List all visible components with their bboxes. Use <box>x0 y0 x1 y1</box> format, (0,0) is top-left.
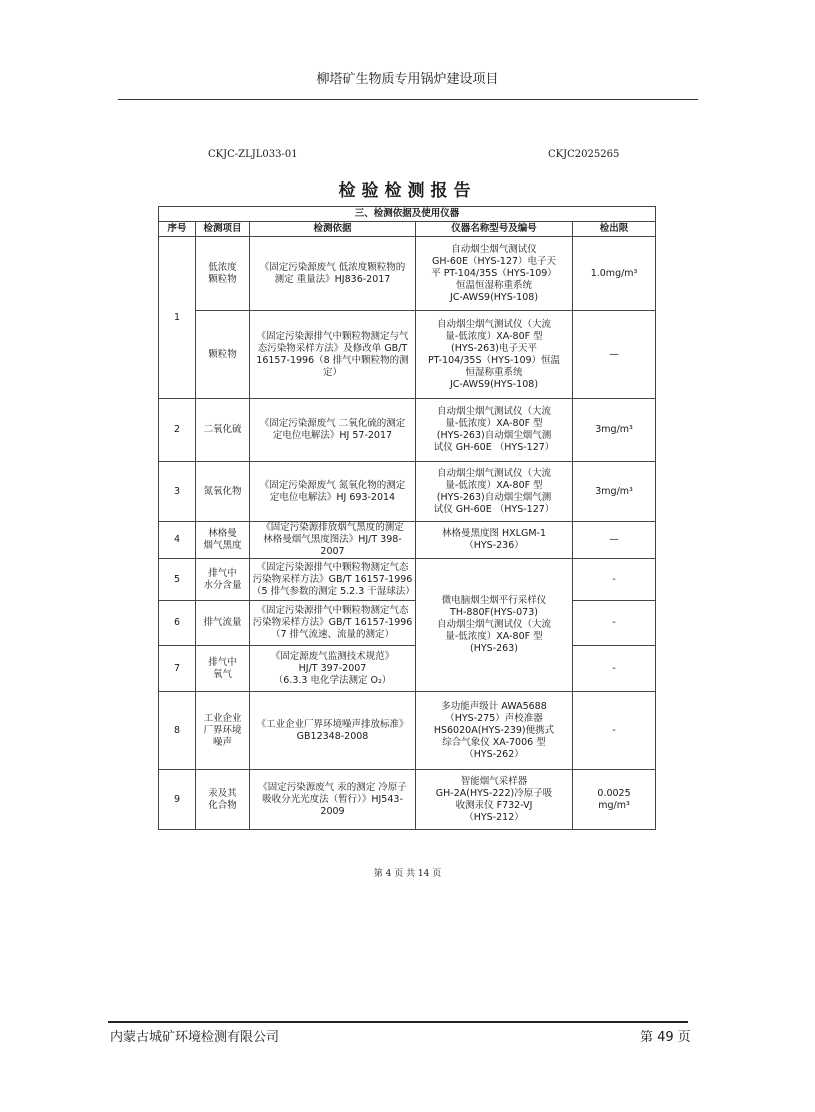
report-title: 检验检测报告 <box>338 181 477 201</box>
seq-cell: 5 <box>159 559 196 601</box>
basis-cell: 《固定污染源排放烟气黑度的测定 林格曼烟气黑度图法》HJ/T 398-2007 <box>250 522 416 559</box>
limit-cell: - <box>573 559 656 601</box>
col-header-basis: 检测依据 <box>250 222 416 237</box>
basis-cell: 《固定污染源排气中颗粒物测定与气 态污染物采样方法》及修改单 GB/T 16157-1996（8 排气中颗粒物的测定） <box>250 311 416 399</box>
limit-cell: - <box>573 601 656 646</box>
seq-cell: 6 <box>159 601 196 646</box>
limit-cell: 3mg/m³ <box>573 399 656 462</box>
limit-cell: — <box>573 522 656 559</box>
item-cell: 工业企业 厂界环境 噪声 <box>196 692 250 770</box>
limit-cell: 1.0mg/m³ <box>573 237 656 311</box>
col-header-limit: 检出限 <box>573 222 656 237</box>
page-number: 第 49 页 <box>640 1030 691 1045</box>
table-row <box>159 311 656 399</box>
header-divider <box>118 99 698 100</box>
basis-cell: 《工业企业厂界环境噪声排放标准》 GB12348-2008 <box>250 692 416 770</box>
project-title: 柳塔矿生物质专用锅炉建设项目 <box>316 72 499 87</box>
item-cell: 汞及其 化合物 <box>196 770 250 830</box>
col-header-instrument: 仪器名称型号及编号 <box>416 222 573 237</box>
basis-cell: 《固定污染源排气中颗粒物测定气态 污染物采样方法》GB/T 16157-1996 （5 排气参数的测定 5.2.3 干湿球法） <box>250 559 416 601</box>
instrument-cell: 自动烟尘烟气测试仪（大流 量-低浓度）XA-80F 型 (HYS-263)自动烟尘烟气测 试仪 GH-60E （HYS-127） <box>416 462 573 522</box>
item-cell: 排气中 水分含量 <box>196 559 250 601</box>
footer-divider <box>108 1021 688 1023</box>
limit-cell: - <box>573 692 656 770</box>
basis-cell: 《固定源废气监测技术规范》 HJ/T 397-2007 （6.3.3 电化学法测定 O₂） <box>250 646 416 692</box>
seq-cell: 9 <box>159 770 196 830</box>
instrument-cell: 多功能声级计 AWA5688 （HYS-275）声校准器 HS6020A(HYS-239)便携式 综合气象仪 XA-7006 型 （HYS-262） <box>416 692 573 770</box>
seq-cell: 4 <box>159 522 196 559</box>
item-cell: 林格曼 烟气黑度 <box>196 522 250 559</box>
limit-cell: 3mg/m³ <box>573 462 656 522</box>
item-cell: 颗粒物 <box>196 311 250 399</box>
limit-cell: 0.0025 mg/m³ <box>573 770 656 830</box>
basis-cell: 《固定污染源废气 二氧化硫的测定 定电位电解法》HJ 57-2017 <box>250 399 416 462</box>
instrument-cell: 林格曼黑度图 HXLGM-1 （HYS-236） <box>416 522 573 559</box>
table-row <box>159 462 656 522</box>
basis-cell: 《固定污染源废气 氮氧化物的测定 定电位电解法》HJ 693-2014 <box>250 462 416 522</box>
item-cell: 二氧化硫 <box>196 399 250 462</box>
seq-cell: 7 <box>159 646 196 692</box>
col-header-item: 检测项目 <box>196 222 250 237</box>
item-cell: 低浓度 颗粒物 <box>196 237 250 311</box>
instrument-cell: 自动烟尘烟气测试仪 GH-60E（HYS-127）电子天 平 PT-104/35S（HYS-109） 恒温恒湿称重系统 JC-AWS9(HYS-108) <box>416 237 573 311</box>
table-row <box>159 770 656 830</box>
basis-cell: 《固定污染源废气 低浓度颗粒物的 测定 重量法》HJ836-2017 <box>250 237 416 311</box>
inner-page-number: 第 4 页 共 14 页 <box>373 869 442 879</box>
instrument-cell: 自动烟尘烟气测试仪（大流 量-低浓度）XA-80F 型 (HYS-263)电子天平 PT-104/35S（HYS-109）恒温 恒湿称重系统 JC-AWS9(HYS-108) <box>416 311 573 399</box>
item-cell: 排气流量 <box>196 601 250 646</box>
table-row <box>159 522 656 559</box>
item-cell: 排气中 氧气 <box>196 646 250 692</box>
instrument-cell: 自动烟尘烟气测试仪（大流 量-低浓度）XA-80F 型 (HYS-263)自动烟尘烟气测 试仪 GH-60E （HYS-127） <box>416 399 573 462</box>
instrument-table <box>158 206 656 830</box>
col-header-seq: 序号 <box>159 222 196 237</box>
limit-cell: — <box>573 311 656 399</box>
table-row <box>159 692 656 770</box>
company-name: 内蒙古城矿环境检测有限公司 <box>110 1030 280 1045</box>
instrument-cell: 微电脑烟尘烟平行采样仪 TH-880F(HYS-073) 自动烟尘烟气测试仪（大流 量-低浓度）XA-80F 型 (HYS-263) <box>416 559 573 692</box>
table-row <box>159 601 656 646</box>
seq-cell: 3 <box>159 462 196 522</box>
report-number: CKJC2025265 <box>548 149 620 160</box>
basis-cell: 《固定污染源废气 汞的测定 冷原子 吸收分光光度法（暂行）》HJ543-2009 <box>250 770 416 830</box>
seq-cell: 1 <box>159 237 196 399</box>
table-row <box>159 399 656 462</box>
limit-cell: - <box>573 646 656 692</box>
table-row <box>159 237 656 311</box>
item-cell: 氮氧化物 <box>196 462 250 522</box>
table-row <box>159 559 656 601</box>
table-row <box>159 646 656 692</box>
basis-cell: 《固定污染源排气中颗粒物测定气态 污染物采样方法》GB/T 16157-1996 （7 排气流速、流量的测定） <box>250 601 416 646</box>
table-section-title: 三、检测依据及使用仪器 <box>159 207 656 222</box>
seq-cell: 8 <box>159 692 196 770</box>
seq-cell: 2 <box>159 399 196 462</box>
instrument-cell: 智能烟气采样器 GH-2A(HYS-222)冷原子吸 收测汞仪 F732-VJ （HYS-212） <box>416 770 573 830</box>
form-code: CKJC-ZLJL033-01 <box>208 149 298 160</box>
